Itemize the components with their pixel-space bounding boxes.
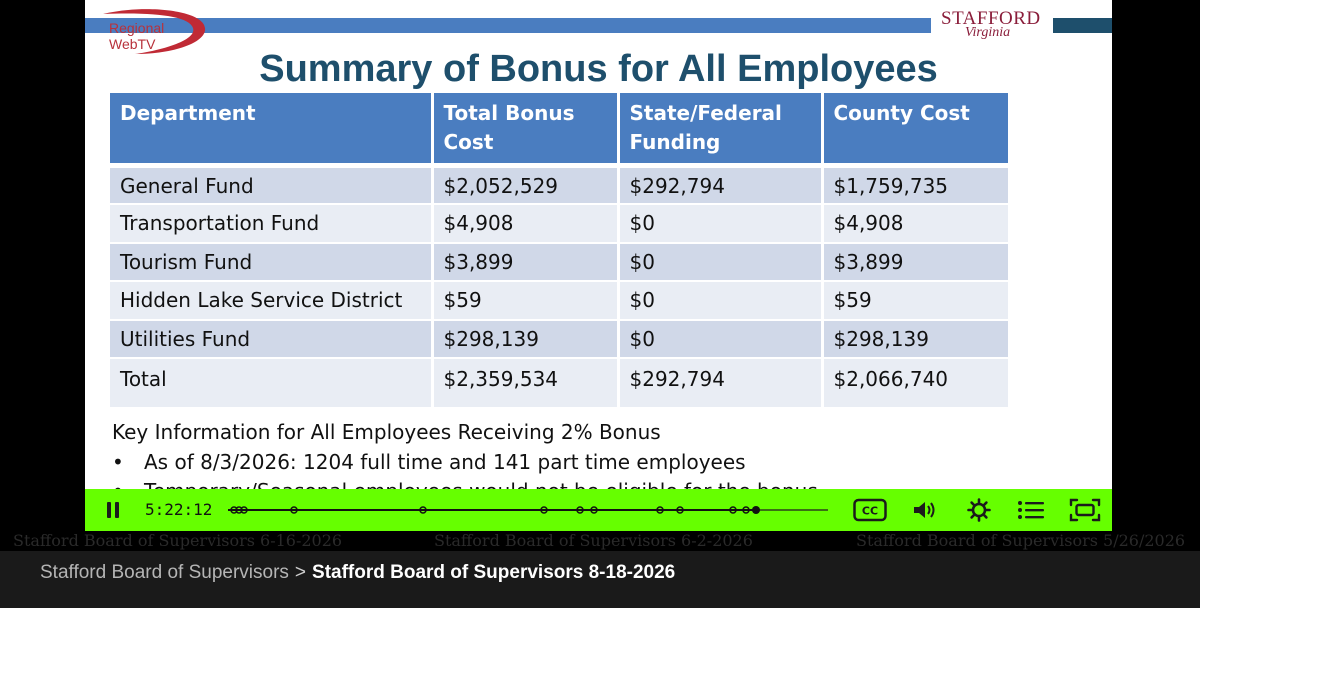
table-cell: $2,359,534 bbox=[432, 358, 618, 408]
settings-button[interactable] bbox=[962, 489, 996, 531]
column-header-department: Department bbox=[110, 93, 432, 166]
table-cell: $4,908 bbox=[822, 204, 1009, 243]
logo-stafford-text: STAFFORD bbox=[941, 8, 1041, 29]
table-cell: $3,899 bbox=[432, 243, 618, 282]
table-row-total bbox=[110, 358, 1009, 408]
column-header-county-cost: County Cost bbox=[822, 93, 1009, 166]
related-video-link[interactable]: Stafford Board of Supervisors 6-2-2026 bbox=[434, 531, 753, 550]
fullscreen-icon bbox=[1069, 497, 1101, 523]
gear-icon bbox=[967, 498, 991, 522]
table-cell: $2,052,529 bbox=[432, 166, 618, 205]
table-row bbox=[110, 281, 1009, 320]
table-cell: $298,139 bbox=[432, 320, 618, 359]
table-row bbox=[110, 204, 1009, 243]
table-cell: $0 bbox=[618, 281, 822, 320]
slide-title: Summary of Bonus for All Employees bbox=[259, 48, 938, 90]
logo-text-line1: Regional bbox=[109, 20, 165, 36]
table-cell: Utilities Fund bbox=[110, 320, 432, 359]
table-cell: $0 bbox=[618, 243, 822, 282]
seek-handle[interactable] bbox=[752, 506, 760, 514]
video-frame-slide[interactable] bbox=[85, 0, 1112, 490]
table-cell: $292,794 bbox=[618, 166, 822, 205]
table-row bbox=[110, 320, 1009, 359]
related-videos-strip bbox=[0, 531, 1200, 551]
player-control-bar bbox=[85, 489, 1112, 531]
pause-button[interactable] bbox=[99, 489, 127, 531]
column-header-state-federal-funding: State/Federal Funding bbox=[618, 93, 822, 166]
related-video-link[interactable]: Stafford Board of Supervisors 5/26/2026 bbox=[856, 531, 1186, 550]
cc-label: CC bbox=[861, 504, 879, 518]
key-information-heading: Key Information for All Employees Receiving 2% Bonus bbox=[112, 420, 661, 444]
table-cell: $0 bbox=[618, 320, 822, 359]
table-cell: $59 bbox=[432, 281, 618, 320]
bonus-summary-table bbox=[110, 93, 1011, 409]
table-cell: Tourism Fund bbox=[110, 243, 432, 282]
slide-header-bar-accent bbox=[1053, 18, 1112, 33]
table-cell: General Fund bbox=[110, 166, 432, 205]
table-cell: $292,794 bbox=[618, 358, 822, 408]
logo-text-line2: WebTV bbox=[109, 36, 156, 52]
related-video-link[interactable]: Stafford Board of Supervisors 6-16-2026 bbox=[13, 531, 343, 550]
table-cell: Hidden Lake Service District bbox=[110, 281, 432, 320]
breadcrumb-bar bbox=[0, 551, 1200, 608]
breadcrumb-parent-link[interactable]: Stafford Board of Supervisors bbox=[40, 562, 289, 583]
playlist-button[interactable] bbox=[1014, 489, 1048, 531]
table-cell: $2,066,740 bbox=[822, 358, 1009, 408]
bullet-icon: • bbox=[112, 450, 124, 474]
stafford-virginia-logo bbox=[931, 6, 1051, 44]
table-cell: $3,899 bbox=[822, 243, 1009, 282]
seek-bar[interactable] bbox=[228, 501, 828, 519]
table-row bbox=[110, 166, 1009, 205]
table-cell: Transportation Fund bbox=[110, 204, 432, 243]
logo-virginia-text: Virginia bbox=[965, 25, 1011, 40]
table-cell: $59 bbox=[822, 281, 1009, 320]
playlist-icon bbox=[1017, 499, 1045, 521]
table-cell: Total bbox=[110, 358, 432, 408]
table-cell: $4,908 bbox=[432, 204, 618, 243]
breadcrumb bbox=[40, 551, 675, 595]
table-header-row bbox=[110, 93, 1009, 166]
breadcrumb-separator: > bbox=[294, 562, 307, 583]
breadcrumb-current: Stafford Board of Supervisors 8-18-2026 bbox=[312, 562, 676, 583]
closed-captions-button[interactable] bbox=[850, 489, 890, 531]
bullet-text: As of 8/3/2026: 1204 full time and 141 part time employees bbox=[144, 450, 746, 474]
closed-captions-icon bbox=[853, 498, 887, 522]
table-row bbox=[110, 243, 1009, 282]
slide-header-bar bbox=[85, 18, 933, 33]
table-cell: $298,139 bbox=[822, 320, 1009, 359]
fullscreen-button[interactable] bbox=[1067, 489, 1103, 531]
pause-icon bbox=[105, 501, 121, 519]
current-timecode: 5:22:12 bbox=[145, 500, 213, 519]
column-header-total-bonus-cost: Total Bonus Cost bbox=[432, 93, 618, 166]
table-cell: $0 bbox=[618, 204, 822, 243]
volume-icon bbox=[912, 499, 938, 521]
volume-button[interactable] bbox=[908, 489, 942, 531]
list-item bbox=[112, 449, 818, 478]
table-cell: $1,759,735 bbox=[822, 166, 1009, 205]
